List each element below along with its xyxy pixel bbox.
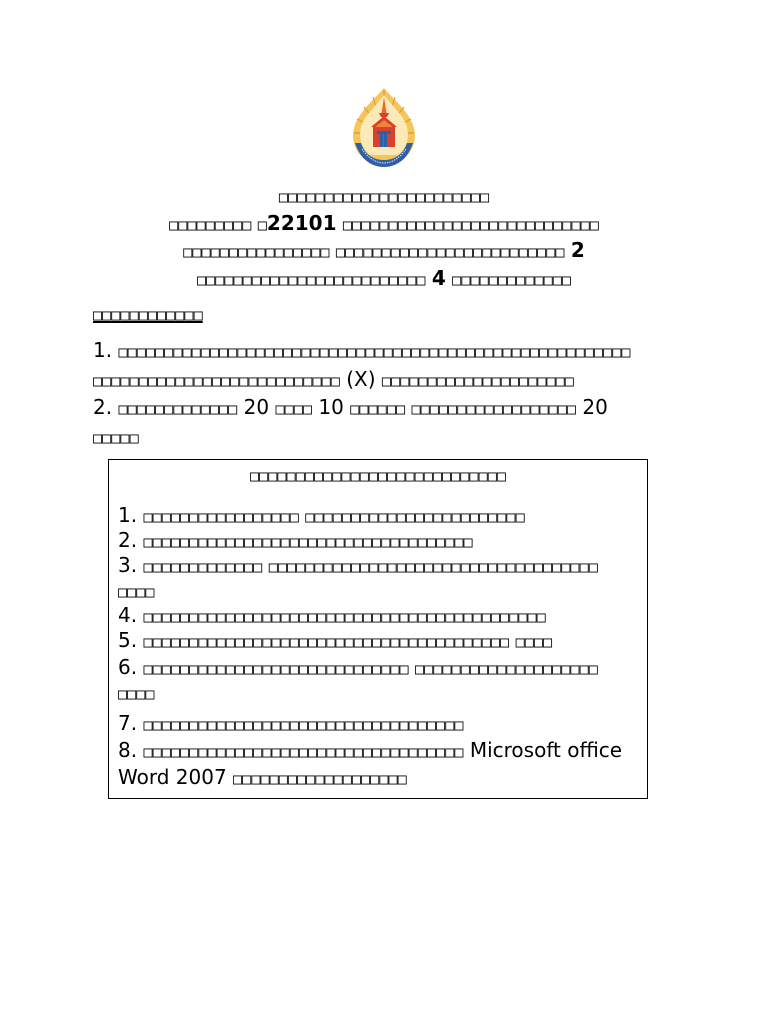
glyph-run: □□□□□□□□□□□□□□□□□□□□□□□□□□□□□	[143, 660, 409, 678]
glyph-run: □□□□□□□□□□□□	[93, 306, 203, 324]
glyph-run: □□□□	[515, 633, 553, 651]
instruction-line	[93, 423, 631, 452]
glyph-run: □□□□	[118, 583, 155, 601]
glyph-run: □□□□□□□□□□□□□□□□	[183, 243, 330, 262]
header-unit-line	[0, 266, 768, 294]
glyph-run: □□□□□□□□□	[169, 215, 252, 234]
objectives-box	[108, 459, 648, 799]
instructions-list	[93, 337, 631, 451]
glyph-run: □□□□□□□□□□□□□□□□□□	[411, 400, 577, 419]
objective-line: 8. □□□□□□□□□□□□□□□□□□□□□□□□□□□□□□□□□□□ Microsoft office	[118, 738, 623, 762]
glyph-run: □□□□□□□□□□□□□□□□□□□	[233, 770, 407, 788]
glyph-run: □□□□□□□□□□□□□□□□□□□□□	[381, 371, 574, 390]
glyph-run: □□□□□□□□□□□□□□□□□□□□□□□□□□□□	[249, 467, 507, 485]
glyph-run: □□□□□□□□□□□□□□□□□□□□□□□□□□□□□□□□□□□	[143, 743, 464, 761]
objective-line: 7. □□□□□□□□□□□□□□□□□□□□□□□□□□□□□□□□□□□	[118, 711, 464, 735]
objective-line: 5. □□□□□□□□□□□□□□□□□□□□□□□□□□□□□□□□□□□□□□□□ □□□□	[118, 628, 553, 652]
unit-line-suffix	[446, 266, 571, 290]
objective-line: 1. □□□□□□□□□□□□□□□□□ □□□□□□□□□□□□□□□□□□□□□□□□	[118, 503, 525, 527]
unit-line-prefix	[197, 266, 432, 290]
document-header	[0, 183, 768, 294]
glyph-run: □□□□□□□□□□□□□□□□□□□□□□□□□	[196, 271, 426, 290]
glyph-run: □□□□□□□□□□□□□□□□□□□□□□□	[278, 188, 490, 206]
instruction-line: □□□□□□□□□□□□□□□□□□□□□□□□□□□ (X) □□□□□□□□□□□□□□□□□□□□□	[93, 366, 574, 391]
objective-line: 3. □□□□□□□□□□□□□ □□□□□□□□□□□□□□□□□□□□□□□□□□□□□□□□□□□□	[118, 553, 598, 577]
objective-line: 4. □□□□□□□□□□□□□□□□□□□□□□□□□□□□□□□□□□□□□□□□□□□□	[118, 603, 546, 627]
objective-line	[118, 681, 647, 706]
objective-line: Word 2007 □□□□□□□□□□□□□□□□□□□	[118, 765, 407, 789]
glyph-run: □□□□□□	[350, 400, 406, 419]
glyph-run: □□□□□□□□□□□□□□□□□□□□□□□□□□□	[93, 371, 340, 390]
objective-line: 6. □□□□□□□□□□□□□□□□□□□□□□□□□□□□□ □□□□□□□□□□□□□□□□□□□□	[118, 655, 598, 679]
glyph-run: □	[257, 215, 267, 234]
header-level-line	[0, 238, 768, 266]
glyph-run: □□□□□□□□□□□□□□□□□□□□	[414, 660, 598, 678]
glyph-run: □□□□□□□□□□□□□□□□□□□□□□□□□	[335, 243, 565, 262]
glyph-run: □□□□□□□□□□□□□	[452, 271, 572, 290]
course-name	[337, 211, 599, 235]
level-number: 2	[570, 238, 585, 263]
objective-line: 2. □□□□□□□□□□□□□□□□□□□□□□□□□□□□□□□□□□□□	[118, 528, 473, 552]
objective-line	[118, 579, 647, 604]
instructions-heading	[93, 300, 203, 328]
glyph-run: □□□□	[275, 400, 313, 419]
objectives-title	[109, 462, 647, 488]
unit-number: 4	[431, 266, 446, 291]
level-line-text	[183, 238, 571, 262]
emblem-graphic	[349, 87, 419, 169]
glyph-run: □□□□□□□□□□□□□□□□□□□□□□□□□□□□□□□□□□□□	[143, 533, 473, 551]
header-title	[0, 183, 768, 211]
glyph-run: □□□□□□□□□□□□□	[143, 558, 263, 576]
glyph-run: □□□□□	[93, 428, 139, 447]
header-course-line	[0, 211, 768, 239]
glyph-run: □□□□□□□□□□□□□□□□□□□□□□□□	[305, 508, 525, 526]
glyph-run: □□□□□□□□□□□□□□□□□□□□□□□□□□□□□□□□□□□□	[268, 558, 598, 576]
glyph-run: □□□□□□□□□□□□□□□□□□□□□□□□□□□□	[342, 215, 599, 234]
instruction-line: 1. □□□□□□□□□□□□□□□□□□□□□□□□□□□□□□□□□□□□□□□□□□□□□□□□□□□□□□□□	[93, 338, 631, 362]
glyph-run: □□□□□□□□□□□□□□□□□□□□□□□□□□□□□□□□□□□□□□□□□□□□	[143, 608, 546, 626]
glyph-run: □□□□	[118, 685, 155, 703]
instruction-line: 2. □□□□□□□□□□□□□ 20 □□□□ 10 □□□□□□ □□□□□□□□□□□□□□□□□□ 20	[93, 395, 608, 420]
school-emblem-icon	[349, 87, 419, 169]
glyph-run: □□□□□□□□□□□□□□□□□□□□□□□□□□□□□□□□□□□□□□□□□□□□□□□□□□□□□□□□	[118, 343, 631, 361]
course-line-prefix	[169, 211, 267, 235]
objectives-list	[109, 504, 647, 792]
glyph-run: □□□□□□□□□□□□□□□□□	[143, 508, 299, 526]
glyph-run: □□□□□□□□□□□□□	[118, 400, 238, 419]
glyph-run: □□□□□□□□□□□□□□□□□□□□□□□□□□□□□□□□□□□	[143, 716, 464, 734]
course-code: 22101	[266, 210, 337, 235]
glyph-run: □□□□□□□□□□□□□□□□□□□□□□□□□□□□□□□□□□□□□□□□	[143, 633, 510, 651]
